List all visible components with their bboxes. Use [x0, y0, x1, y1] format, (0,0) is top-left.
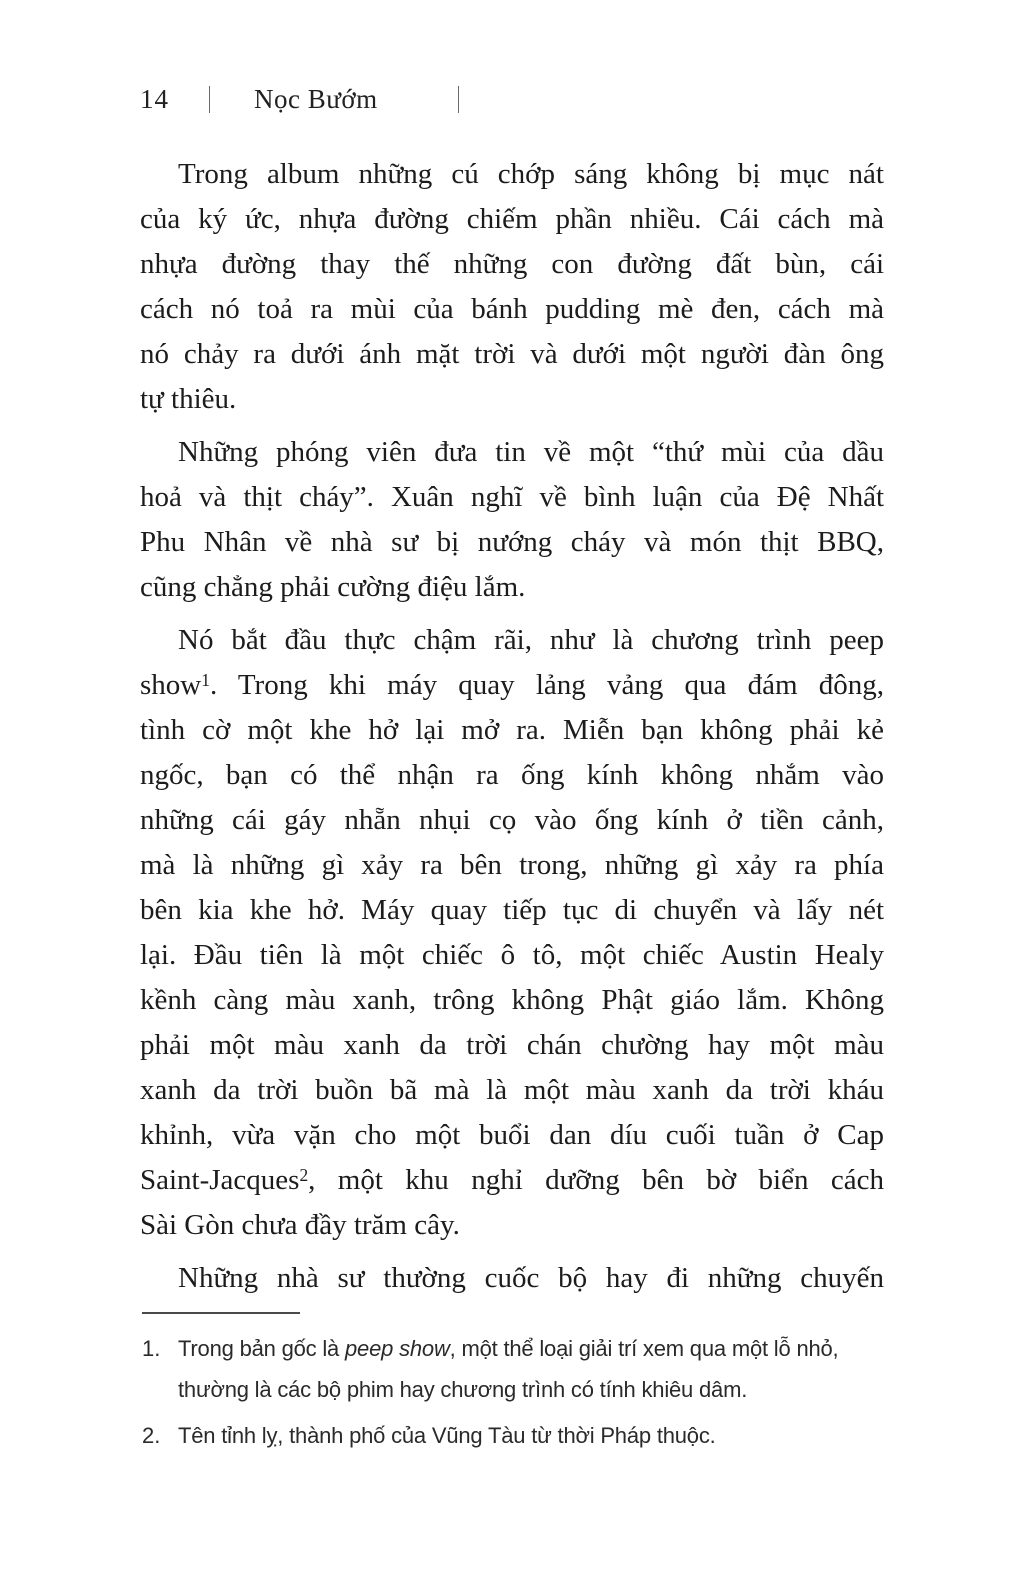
- header-separator-bar-icon: [209, 86, 210, 113]
- italic-text: peep show: [345, 1336, 450, 1361]
- text-line: Những phóng viên đưa tin về một “thứ mùi của dầu: [178, 436, 884, 468]
- text-line: lại. Đầu tiên là một chiếc ô tô, một chiếc Austin Healy: [140, 939, 884, 971]
- running-title: Nọc Bướm: [254, 84, 378, 114]
- footnote-marker: 2.: [142, 1423, 161, 1448]
- text-line: mà là những gì xảy ra bên trong, những gì xảy ra phía: [140, 849, 884, 881]
- text-line: nhựa đường thay thế những con đường đất bùn, cái: [140, 248, 884, 280]
- text-line: xanh da trời buồn bã mà là một màu xanh da trời kháu: [140, 1074, 884, 1106]
- footnote-text: [178, 1415, 892, 1456]
- text-line: cũng chẳng phải cường điệu lắm.: [140, 571, 526, 603]
- footnote-line: Tên tỉnh lỵ, thành phố của Vũng Tàu từ thời Pháp thuộc.: [178, 1423, 716, 1448]
- page-number: 14: [140, 84, 169, 114]
- text-line: Sài Gòn chưa đầy trăm cây.: [140, 1209, 460, 1241]
- footnote: [142, 1415, 892, 1456]
- text-line: nó chảy ra dưới ánh mặt trời và dưới một người đàn ông: [140, 338, 884, 370]
- page-header: [140, 84, 884, 115]
- text-line: phải một màu xanh da trời chán chường hay một màu: [140, 1029, 884, 1061]
- text-line: của ký ức, nhựa đường chiếm phần nhiều. Cái cách mà: [140, 203, 884, 235]
- header-separator-bar-icon: [458, 86, 459, 113]
- text-line: tình cờ một khe hở lại mở ra. Miễn bạn không phải kẻ: [140, 714, 884, 746]
- text-line: Những nhà sư thường cuốc bộ hay đi những chuyến: [178, 1262, 884, 1294]
- footnote-reference-superscript: 1: [201, 669, 210, 690]
- footnote-separator-rule: [142, 1312, 300, 1314]
- text-line: Phu Nhân về nhà sư bị nướng cháy và món thịt BBQ,: [140, 526, 884, 558]
- text-line: cách nó toả ra mùi của bánh pudding mè đen, cách mà: [140, 293, 884, 325]
- text-line: Trong album những cú chớp sáng không bị mục nát: [178, 158, 884, 190]
- paragraph: [140, 1256, 884, 1301]
- text-line: kềnh càng màu xanh, trông không Phật giáo lắm. Không: [140, 984, 884, 1016]
- text-line: Nó bắt đầu thực chậm rãi, như là chương trình peep: [178, 624, 884, 656]
- footnote-line: thường là các bộ phim hay chương trình có tính khiêu dâm.: [178, 1377, 748, 1402]
- footnote-reference-superscript: 2: [299, 1164, 309, 1185]
- footnote: [142, 1328, 892, 1410]
- text-line: show$^1$. Trong khi máy quay lảng vảng qua đám đông,: [140, 669, 884, 701]
- paragraph: [140, 618, 884, 1248]
- text-line: những cái gáy nhẵn nhụi cọ vào ống kính ở tiền cảnh,: [140, 804, 884, 836]
- body-text: [140, 152, 884, 1301]
- text-line: Saint-Jacques$^2$, một khu nghỉ dưỡng bên bờ biển cách: [140, 1164, 884, 1196]
- text-line: khỉnh, vừa vặn cho một buổi dan díu cuối tuần ở Cap: [140, 1119, 884, 1151]
- text-line: bên kia khe hở. Máy quay tiếp tục di chuyển và lấy nét: [140, 894, 884, 926]
- text-line: ngốc, bạn có thể nhận ra ống kính không nhắm vào: [140, 759, 884, 791]
- text-line: tự thiêu.: [140, 383, 237, 415]
- footnote-text: [178, 1328, 892, 1410]
- paragraph: [140, 430, 884, 610]
- footnote-line: Trong bản gốc là peep show, một thể loại giải trí xem qua một lỗ nhỏ,: [178, 1336, 839, 1361]
- footnote-marker: 1.: [142, 1336, 161, 1361]
- text-line: hoả và thịt cháy”. Xuân nghĩ về bình luận của Đệ Nhất: [140, 481, 884, 513]
- footnotes: [142, 1328, 892, 1461]
- paragraph: [140, 152, 884, 422]
